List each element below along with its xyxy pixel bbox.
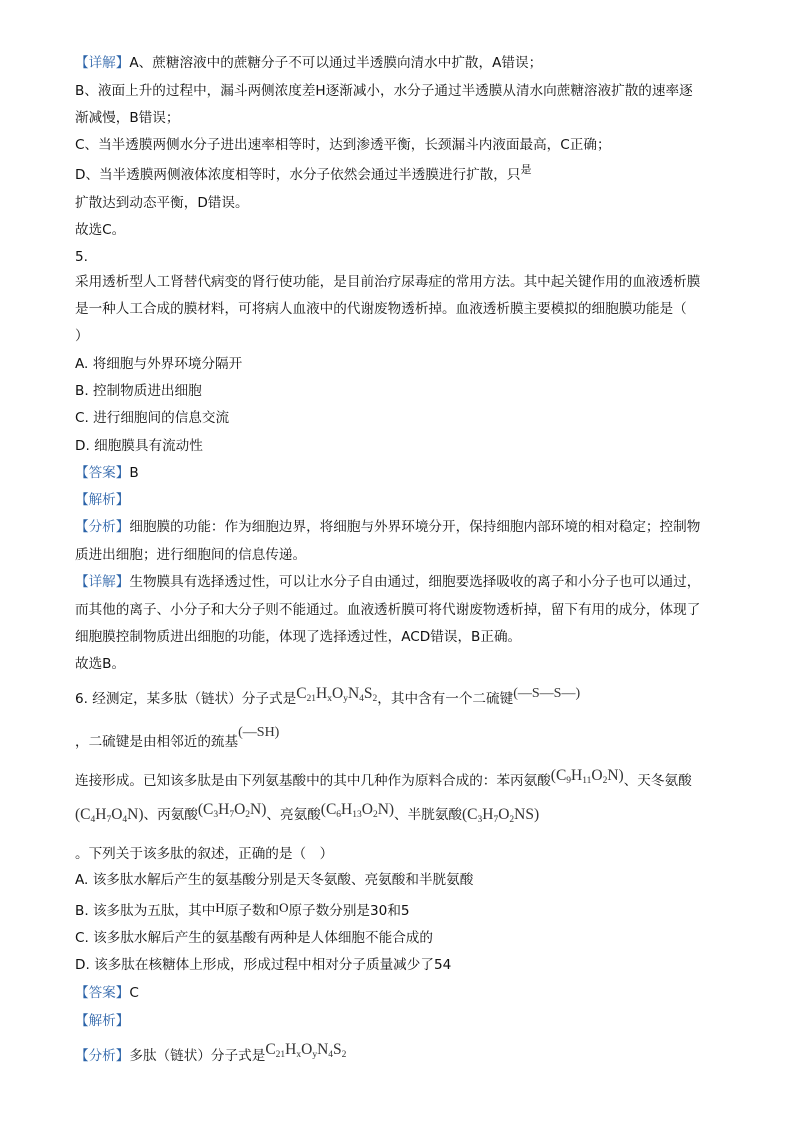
disulfide-bond-formula: (—S—S—) — [513, 686, 581, 701]
q5-option-c: C. 进行细胞间的信息交流 — [75, 410, 230, 426]
q4-detail-d-line1: D、当半透膜两侧液体浓度相等时，水分子依然会通过半透膜进行扩散，只$^是$ — [75, 163, 532, 183]
polypeptide-formula: $C_{21}H_xO_yN_4S_2$ — [296, 685, 378, 704]
q4-conclusion: 故选C。 — [75, 222, 126, 238]
q5-detail-line3: 细胞膜控制物质进出细胞的功能，体现了选择透过性，ACD错误，B正确。 — [75, 629, 522, 645]
q5-stem-line3: ） — [75, 328, 89, 344]
q6-stem-line2: ，二硫键是由相邻近的巯基(—SH) — [75, 725, 280, 750]
q6-answer: 【答案】C — [75, 985, 139, 1001]
q5-detail-line1: 【详解】生物膜具有选择透过性，可以让水分子自由通过，细胞要选择吸收的离子和小分子也可以通过， — [75, 574, 701, 590]
q5-stem-line2: 是一种人工合成的膜材料，可将病人血液中的代谢废物透析掉。血液透析膜主要模拟的细胞膜功能是（ — [75, 301, 687, 317]
q5-detail-line2: 而其他的离子、小分子和大分子则不能通过。血液透析膜可将代谢废物透析掉，留下有用的成分，体现了 — [75, 602, 701, 618]
q4-detail-b-line1: B、液面上升的过程中，漏斗两侧浓度差H逐渐减小，水分子通过半透膜从清水向蔗糖溶液扩散的速率逐 — [75, 83, 693, 99]
q5-answer: 【答案】B — [75, 465, 139, 481]
q5-explain-tag: 【解析】 — [75, 492, 130, 508]
detail-tag: 【详解】 — [75, 574, 130, 590]
q5-stem-line1: 采用透析型人工肾替代病变的肾行使功能，是目前治疗尿毒症的常用方法。其中起关键作用的血液透析膜 — [75, 274, 701, 290]
q5-option-b: B. 控制物质进出细胞 — [75, 383, 202, 399]
analysis-tag: 【分析】 — [75, 519, 130, 535]
q5-analysis-line1: 【分析】细胞膜的功能：作为细胞边界，将细胞与外界环境分开，保持细胞内部环境的相对稳定；控制物 — [75, 519, 701, 535]
q4-detail-c: C、当半透膜两侧水分子进出速率相等时，达到渗透平衡，长颈漏斗内液面最高，C正确； — [75, 137, 611, 153]
q4-detail-b-line2: 渐减慢，B错误； — [75, 110, 180, 126]
aspartic-acid-formula: $(C_4H_7O_4N)$ — [75, 806, 144, 825]
detail-tag: 【详解】 — [75, 55, 130, 71]
analysis-tag: 【分析】 — [75, 1048, 130, 1064]
cysteine-formula: $(C_3H_7O_2NS)$ — [462, 806, 540, 825]
answer-tag: 【答案】 — [75, 465, 130, 481]
q6-stem-line5: 。下列关于该多肽的叙述，正确的是（ ） — [75, 846, 334, 862]
leucine-formula: $(C_6H_{13}O_2N)$ — [320, 801, 395, 820]
q6-option-d: D. 该多肽在核糖体上形成，形成过程中相对分子质量减少了54 — [75, 957, 452, 973]
q4-detail-d-line2: 扩散达到动态平衡，D错误。 — [75, 195, 249, 211]
q5-option-d: D. 细胞膜具有流动性 — [75, 438, 203, 454]
answer-tag: 【答案】 — [75, 985, 130, 1001]
alanine-formula: $(C_3H_7O_2N)$ — [197, 801, 267, 820]
q4-detail-a: 【详解】A、蔗糖溶液中的蔗糖分子不可以通过半透膜向清水中扩散，A错误； — [75, 55, 543, 71]
q5-number: 5. — [75, 249, 88, 265]
q6-stem-line1: 6. 经测定，某多肽（链状）分子式是$C_{21}H_xO_yN_4S_2$，其中含有一个二硫键(—S—S—) — [75, 685, 581, 707]
q6-option-a: A. 该多肽水解后产生的氨基酸分别是天冬氨酸、亮氨酸和半胱氨酸 — [75, 872, 474, 888]
polypeptide-formula-repeat: $C_{21}H_xO_yN_4S_2$ — [265, 1041, 347, 1060]
q6-stem-line4: $(C_4H_7O_4N)$、丙氨酸$(C_3H_7O_2N)$、亮氨酸$(C_6H_{13}O_2N)$、半胱氨酸$(C_3H_7O_2NS)$ — [75, 801, 540, 825]
q5-analysis-line2: 质进出细胞；进行细胞间的信息传递。 — [75, 547, 307, 563]
q6-analysis-line1: 【分析】多肽（链状）分子式是$C_{21}H_xO_yN_4S_2$ — [75, 1041, 347, 1064]
q6-explain-tag: 【解析】 — [75, 1013, 130, 1029]
q6-stem-line3: 连接形成。已知该多肽是由下列氨基酸中的其中几种作为原料合成的：苯丙氨酸$(C_9H_{11}O_2N)$、天冬氨酸 — [75, 767, 692, 789]
sulfhydryl-formula: (—SH) — [238, 725, 280, 740]
q5-conclusion: 故选B。 — [75, 656, 126, 672]
q6-option-c: C. 该多肽水解后产生的氨基酸有两种是人体细胞不能合成的 — [75, 930, 433, 946]
phenylalanine-formula: $(C_9H_{11}O_2N)$ — [550, 767, 624, 786]
hydrogen-symbol: H — [215, 900, 225, 915]
q5-option-a: A. 将细胞与外界环境分隔开 — [75, 356, 243, 372]
q6-option-b: B. 该多肽为五肽，其中H原子数和O原子数分别是30和5 — [75, 900, 410, 919]
oxygen-symbol: O — [279, 900, 289, 915]
